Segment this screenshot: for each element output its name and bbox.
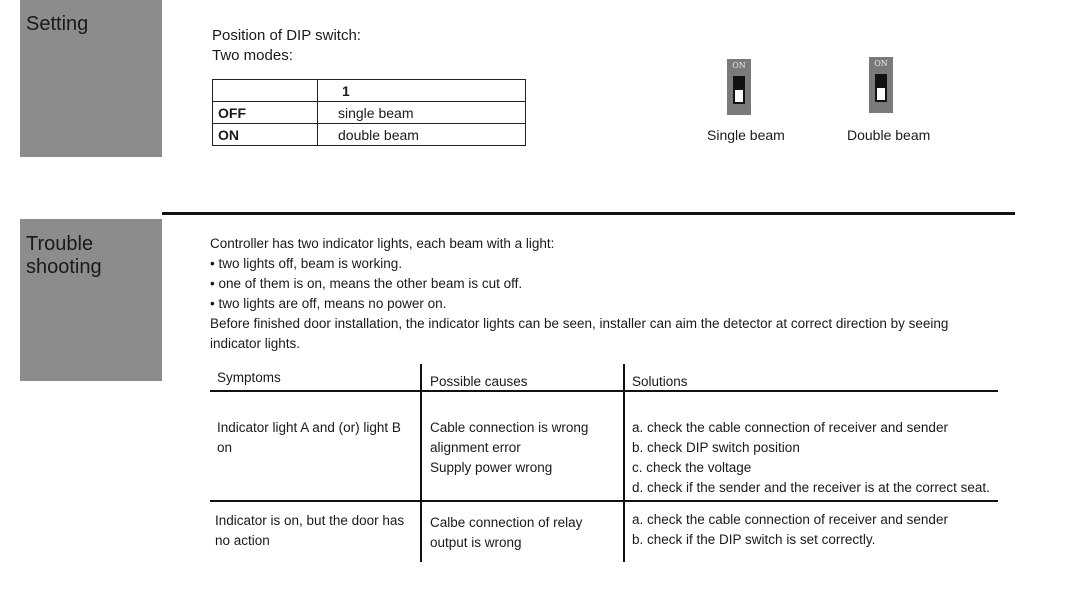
solutions-cell: [632, 418, 990, 498]
symptom-line: no action: [215, 533, 270, 548]
switch-knob: [735, 90, 743, 102]
two-modes-text: Two modes:: [212, 47, 293, 64]
table-header-divider: [210, 390, 998, 392]
dip-mode-cell: OFF: [213, 102, 318, 124]
symptom-line: Indicator light A and (or) light B: [217, 420, 401, 435]
solution-line: a. check the cable connection of receiver and sender: [632, 512, 948, 527]
dip-table-header-cell: 1: [318, 80, 526, 102]
bullet-item: • two lights off, beam is working.: [210, 256, 403, 271]
dip-table-row: [213, 124, 526, 146]
causes-header: Possible causes: [430, 374, 528, 389]
table-column-divider: [420, 364, 422, 562]
dip-mode-cell: ON: [213, 124, 318, 146]
setting-heading-text: Setting: [26, 13, 89, 35]
trouble-heading-line2: shooting: [26, 256, 102, 278]
cause-line: output is wrong: [430, 535, 522, 550]
switch-on-label: ON: [732, 61, 746, 70]
dip-table-row: [213, 102, 526, 124]
cause-line: Supply power wrong: [430, 460, 553, 475]
symptoms-header: Symptoms: [217, 370, 281, 385]
solution-line: b. check if the DIP switch is set correctly.: [632, 532, 876, 547]
installation-note-line1: Before finished door installation, the indicator lights can be seen, installer can aim the detector at correct direction by seeing: [210, 316, 949, 331]
bullet-text: one of them is on, means the other beam is cut off.: [218, 276, 523, 291]
solution-line: d. check if the sender and the receiver is at the correct seat.: [632, 480, 990, 495]
symptom-cell: [217, 418, 401, 458]
solution-line: c. check the voltage: [632, 460, 752, 475]
bullet-item: • one of them is on, means the other beam is cut off.: [210, 276, 523, 291]
double-beam-caption: Double beam: [847, 127, 931, 143]
bullet-text: two lights are off, means no power on.: [218, 296, 447, 311]
trouble-section-heading: [20, 219, 162, 381]
dip-value-cell: single beam: [318, 102, 526, 124]
cause-line: Calbe connection of relay: [430, 515, 583, 530]
switch-slot: [875, 74, 887, 102]
dip-position-text: Position of DIP switch:: [212, 27, 361, 44]
dip-value-cell: double beam: [318, 124, 526, 146]
table-column-divider: [623, 364, 625, 562]
causes-cell: [430, 418, 588, 478]
controller-intro-text: Controller has two indicator lights, each beam with a light:: [210, 236, 555, 251]
solution-line: a. check the cable connection of receiver and sender: [632, 420, 948, 435]
causes-cell: [430, 513, 582, 553]
symptom-line: Indicator is on, but the door has: [215, 513, 405, 528]
installation-note-line2: indicator lights.: [210, 336, 301, 351]
solutions-header: Solutions: [632, 374, 688, 389]
switch-on-label: ON: [874, 59, 888, 68]
dip-table-header-row: [213, 80, 526, 102]
dip-table-header-cell: [213, 80, 318, 102]
dip-mode-table: [212, 79, 526, 146]
symptom-cell: [215, 511, 404, 551]
table-row-divider: [210, 500, 998, 502]
dip-switch-double-icon: [869, 57, 893, 113]
switch-knob: [877, 88, 885, 100]
solutions-cell: [632, 510, 948, 550]
cause-line: alignment error: [430, 440, 521, 455]
solution-line: b. check DIP switch position: [632, 440, 800, 455]
switch-slot: [733, 76, 745, 104]
single-beam-caption: Single beam: [707, 127, 785, 143]
bullet-item: • two lights are off, means no power on.: [210, 296, 447, 311]
symptom-line: on: [217, 440, 233, 455]
dip-switch-single-icon: [727, 59, 751, 115]
trouble-heading-line1: Trouble: [26, 233, 94, 255]
cause-line: Cable connection is wrong: [430, 420, 589, 435]
setting-section-heading: [20, 0, 162, 157]
bullet-text: two lights off, beam is working.: [218, 256, 403, 271]
section-divider: [162, 212, 1015, 215]
